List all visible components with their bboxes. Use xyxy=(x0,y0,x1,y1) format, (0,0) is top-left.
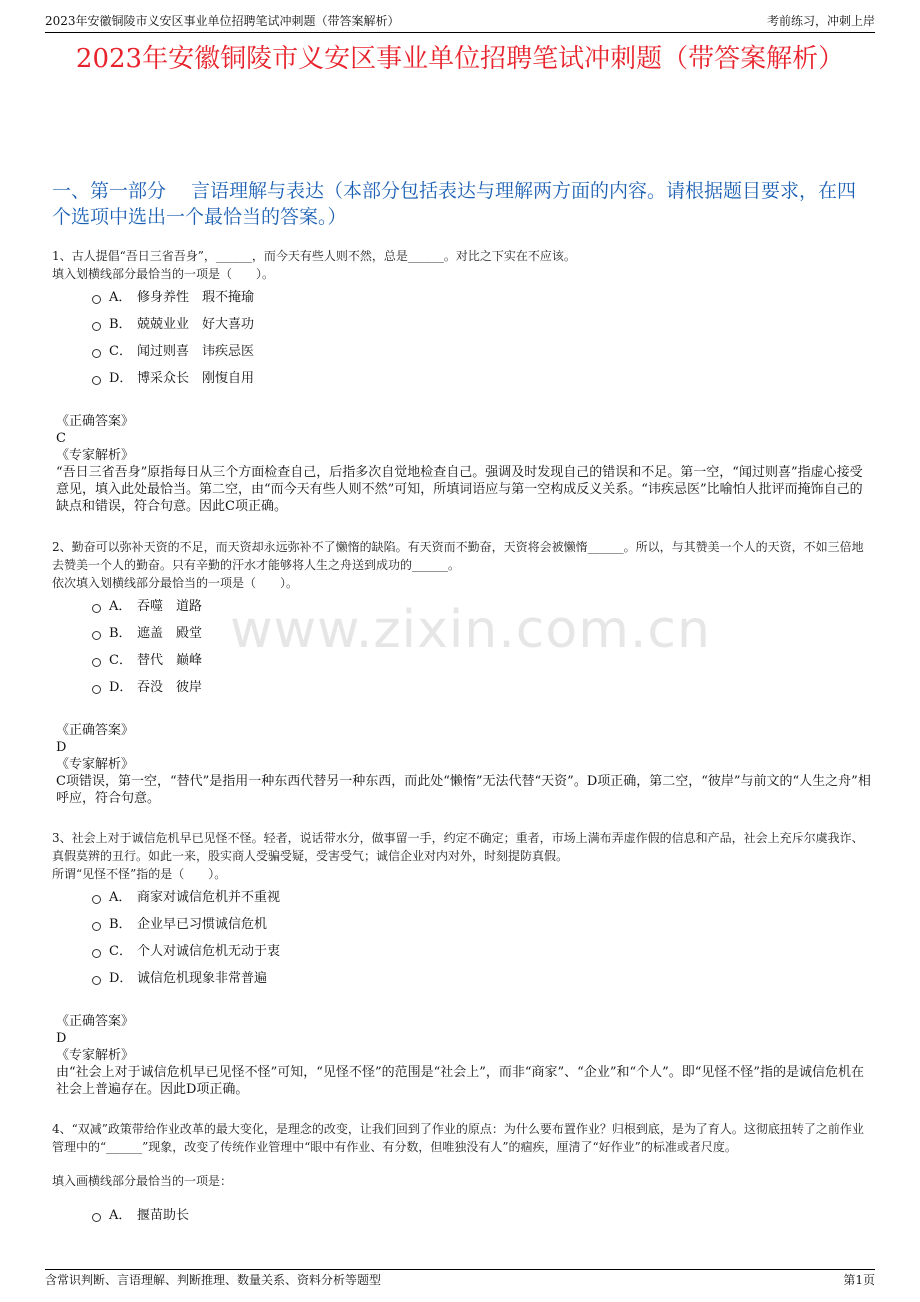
radio-icon[interactable] xyxy=(92,658,101,667)
question-2-answer xyxy=(56,722,872,807)
question-stem: 1、古人提倡“吾日三省吾身”，______，而今天有些人则不然，总是______。对比之下实在不应该。 xyxy=(52,249,576,263)
document-title: 2023年安徽铜陵市义安区事业单位招聘笔试冲刺题（带答案解析） xyxy=(75,44,845,74)
question-stem: 4、“双减”政策带给作业改革的最大变化，是理念的改变，让我们回到了作业的原点：为什么要布置作业？归根到底，是为了育人。这彻底扭转了之前作业管理中的“______”现象，改变了传统作业管理中“眼中有作业、有分数，但唯独没有人”的痼疾，厘清了“好作业”的标准或者尺度。 xyxy=(52,1122,864,1154)
question-2 xyxy=(52,538,872,592)
question-stem: 2、勤奋可以弥补天资的不足，而天资却永远弥补不了懒惰的缺陷。有天资而不勤奋，天资将会被懒惰______。所以，与其赞美一个人的天资，不如三倍地去赞美一个人的勤奋。只有辛勤的汗水才能够将人生之舟送到成功的______。 xyxy=(52,540,864,572)
question-prompt: 填入画横线部分最恰当的一项是： xyxy=(52,1174,233,1188)
radio-icon[interactable] xyxy=(92,922,101,931)
radio-icon[interactable] xyxy=(92,895,101,904)
question-3-options xyxy=(92,884,280,992)
page-number: 第1页 xyxy=(843,1273,875,1287)
answer-label: 《正确答案》 xyxy=(56,414,135,429)
page-footer xyxy=(45,1269,875,1290)
question-prompt: 填入划横线部分最恰当的一项是（ ）。 xyxy=(52,267,275,281)
option-a[interactable]: A． 吞噬 道路 xyxy=(92,593,202,620)
header-slogan: 考前练习，冲刺上岸 xyxy=(766,14,875,28)
question-1-options xyxy=(92,284,254,392)
header-doc-title: 2023年安徽铜陵市义安区事业单位招聘笔试冲刺题（带答案解析） xyxy=(45,14,400,28)
option-b[interactable]: B． 兢兢业业 好大喜功 xyxy=(92,311,254,338)
analysis-label: 《专家解析》 xyxy=(56,1048,135,1063)
question-stem: 3、社会上对于诚信危机早已见怪不怪。轻者，说话带水分，做事留一手，约定不确定；重者，市场上满布弄虚作假的信息和产品，社会上充斥尔虞我诈、真假莫辨的丑行。如此一来，股实商人受骗受疑，受害受气；诚信企业对内对外，时刻提防真假。 xyxy=(52,831,864,863)
option-d[interactable]: D． 博采众长 刚愎自用 xyxy=(92,365,254,392)
radio-icon[interactable] xyxy=(92,631,101,640)
option-c[interactable]: C． 闻过则喜 讳疾忌医 xyxy=(92,338,254,365)
option-a[interactable]: A． 修身养性 瑕不掩瑜 xyxy=(92,284,254,311)
answer-label: 《正确答案》 xyxy=(56,723,135,738)
radio-icon[interactable] xyxy=(92,376,101,385)
analysis-label: 《专家解析》 xyxy=(56,448,135,463)
answer-value: D xyxy=(56,1031,67,1046)
analysis-text: “吾日三省吾身”原指每日从三个方面检查自己，后指多次自觉地检查自己。强调及时发现自己的错误和不足。第一空，“闻过则喜”指虚心接受意见，填入此处最恰当。第二空，由“而今天有些人则不然”可知，所填词语应与第一空构成反义关系。“讳疾忌医”比喻怕人批评而掩饰自己的缺点和错误，符合句意。因此C项正确。 xyxy=(56,465,863,514)
option-d[interactable]: D． 吞没 彼岸 xyxy=(92,674,202,701)
radio-icon[interactable] xyxy=(92,1213,101,1222)
radio-icon[interactable] xyxy=(92,949,101,958)
section-heading: 一、第一部分 言语理解与表达（本部分包括表达与理解两方面的内容。请根据题目要求，在四个选项中选出一个最恰当的答案。） xyxy=(52,180,857,228)
radio-icon[interactable] xyxy=(92,295,101,304)
option-c[interactable]: C． 个人对诚信危机无动于衷 xyxy=(92,938,280,965)
option-a[interactable]: A． 商家对诚信危机并不重视 xyxy=(92,884,280,911)
analysis-label: 《专家解析》 xyxy=(56,757,135,772)
analysis-text: 由“社会上对于诚信危机早已见怪不怪”可知，“见怪不怪”的范围是“社会上”，而非“商家”、“企业”和“个人”。即“见怪不怪”指的是诚信危机在社会上普遍存在。因此D项正确。 xyxy=(56,1065,865,1097)
watermark: www.zixin.com.cn xyxy=(230,600,711,660)
radio-icon[interactable] xyxy=(92,976,101,985)
question-2-options xyxy=(92,593,202,701)
question-4-options xyxy=(92,1202,189,1229)
answer-value: C xyxy=(56,431,66,446)
answer-value: D xyxy=(56,740,67,755)
question-1 xyxy=(52,247,872,283)
radio-icon[interactable] xyxy=(92,685,101,694)
question-1-answer xyxy=(56,413,872,515)
question-3-answer xyxy=(56,1013,872,1098)
question-4 xyxy=(52,1120,872,1190)
option-c[interactable]: C． 替代 巅峰 xyxy=(92,647,202,674)
option-a[interactable]: A． 揠苗助长 xyxy=(92,1202,189,1229)
radio-icon[interactable] xyxy=(92,604,101,613)
question-3 xyxy=(52,829,872,883)
question-prompt: 依次填入划横线部分最恰当的一项是（ ）。 xyxy=(52,576,299,590)
option-b[interactable]: B． 企业早已习惯诚信危机 xyxy=(92,911,280,938)
option-d[interactable]: D． 诚信危机现象非常普遍 xyxy=(92,965,280,992)
answer-label: 《正确答案》 xyxy=(56,1014,135,1029)
analysis-text: C项错误，第一空，“替代”是指用一种东西代替另一种东西，而此处“懒惰”无法代替“天资”。D项正确，第二空，“彼岸”与前文的“人生之舟”相呼应，符合句意。 xyxy=(56,774,871,806)
radio-icon[interactable] xyxy=(92,349,101,358)
question-prompt: 所谓“见怪不怪”指的是（ ）。 xyxy=(52,867,227,881)
page-header xyxy=(45,10,875,33)
footer-topics: 含常识判断、言语理解、判断推理、数量关系、资料分析等题型 xyxy=(45,1273,382,1287)
radio-icon[interactable] xyxy=(92,322,101,331)
option-b[interactable]: B． 遮盖 殿堂 xyxy=(92,620,202,647)
